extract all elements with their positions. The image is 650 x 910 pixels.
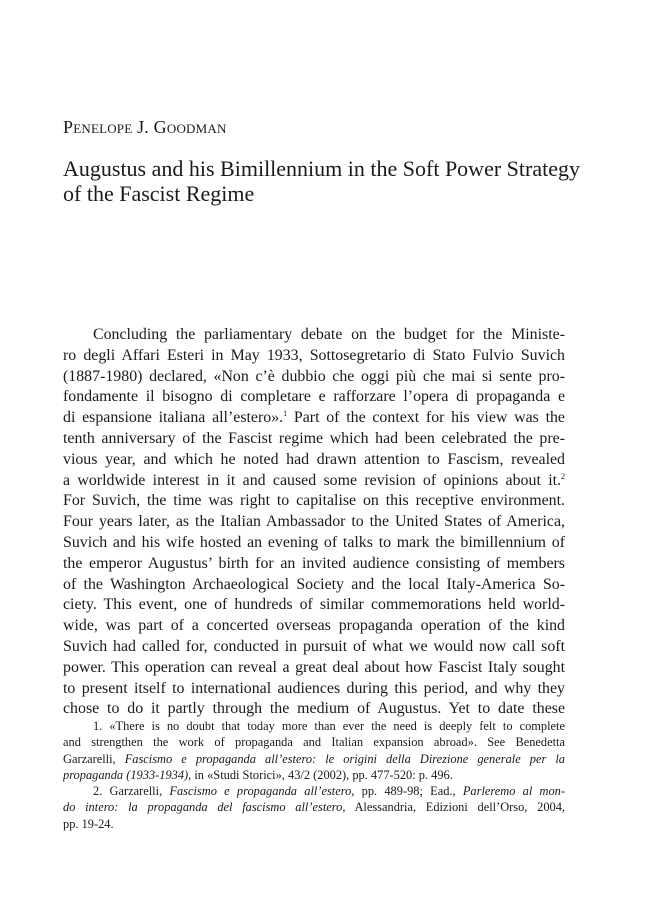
body-line: Four years later, as the Italian Ambassador to the United States of America, [63,513,565,531]
body-line: Concluding the parliamentary debate on the budget for the Ministe- [93,326,565,343]
footnote-2 [63,783,565,832]
body-line [63,471,565,492]
footnote-line: and strengthen the work of propaganda and Italian expansion abroad». See Benedetta [63,735,565,750]
body-line: power. This operation can reveal a great deal about how Fascist Italy sought [63,658,565,676]
body-line: the emperor Augustus’ birth for an invited audience consisting of members [63,554,565,572]
footnote-text: Garzarelli, [63,751,125,766]
footnote-line [63,783,565,799]
body-line-part: a worldwide interest in it and caused some revision of opinions about it. [63,471,561,489]
footnote-line [63,767,565,783]
footnote-text: , pp. 489-98; Ead., [351,784,463,798]
body-line: tenth anniversary of the Fascist regime which had been celebrated the pre- [63,429,565,447]
body-line: chose to do it partly through the medium of Augustus. Yet to date these [63,700,565,718]
body-paragraph [63,325,565,720]
body-line: ro degli Affari Esteri in May 1933, Sottosegretario di Stato Fulvio Suvich [63,346,565,364]
footnote-line: pp. 19-24. [63,816,114,831]
body-line: ciety. This event, one of hundreds of similar commemorations held world- [63,596,565,614]
footnote-line: 1. «There is no doubt that today more than ever the need is deeply felt to complete [93,719,565,733]
body-line: wide, was part of a concerted overseas propaganda operation of the kind [63,617,565,635]
body-line [63,408,565,429]
footnote-line [63,751,565,767]
body-line: fondamente il bisogno di completare e rafforzare l’opera di propaganda e [63,388,565,406]
body-line: (1887-1980) declared, «Non c’è dubbio che oggi più che mai si sente pro- [63,367,565,385]
footnote-1 [63,718,565,783]
body-line-part: Part of the context for his view was the [287,409,565,427]
body-line: to present itself to international audiences during this period, and why they [63,679,565,697]
title-line-1: Augustus and his Bimillennium in the Soft Power Strategy [63,156,580,181]
footnote-text: 2. Garzarelli, [93,784,170,798]
footnote-citation-title: do intero: la propaganda del fascismo all’estero [63,800,343,815]
footnote-ref-1[interactable]: 1 [283,409,288,419]
title-line-2: of the Fascist Regime [63,181,255,206]
footnote-citation-title: Fascismo e propaganda all’estero: le origini della Direzione generale per la [124,751,565,766]
body-line: Suvich and his wife hosted an evening of talks to mark the bimillennium of [63,533,565,551]
footnote-ref-2[interactable]: 2 [561,471,565,481]
footnote-line [63,799,565,815]
body-line: of the Washington Archaeological Society and the local Italy-America So- [63,575,565,593]
footnote-text: , Alessandria, Edizioni dell’Orso, 2004, [342,800,565,815]
body-line: Suvich had called for, conducted in pursuit of what we would now call soft [63,637,565,655]
footnote-citation-title: propaganda (1933-1934) [63,767,189,782]
body-line: For Suvich, the time was right to capitalise on this receptive environment. [63,492,565,510]
body-line: vious year, and which he noted had drawn attention to Fascism, revealed [63,450,565,468]
footnote-citation-title: Parleremo al mon- [462,784,565,798]
body-line-part: di espansione italiana all’estero». [63,409,284,427]
footnote-text: , in «Studi Storici», 43/2 (2002), pp. 477-520: p. 496. [188,767,453,782]
article-title [63,156,588,206]
author-name: Penelope J. Goodman [63,117,227,137]
footnote-citation-title: Fascismo e propaganda all’estero [169,784,352,798]
